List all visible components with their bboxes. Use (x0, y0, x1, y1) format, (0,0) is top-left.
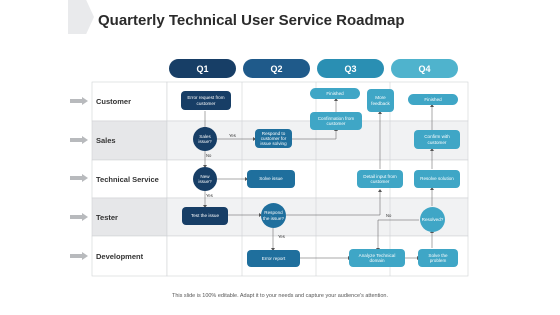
lane-label-tester: Tester (96, 213, 118, 222)
node-solve-problem: Solve the problem (418, 249, 458, 267)
node-resolve-solution: Resolve solution (414, 170, 460, 188)
quarter-q2-header: Q2 (243, 59, 310, 78)
node-respond-issue: Respond the issue? (261, 203, 286, 228)
edge-label-yes-sales: Yes (229, 133, 236, 138)
node-finished-q4: Finished (408, 94, 458, 105)
lane-label-development: Development (96, 252, 144, 261)
node-solve-issue: Solve issue (247, 170, 295, 188)
node-analyze: Analyze Technical domain (349, 249, 405, 267)
node-confirmation: Confirmation from customer (310, 112, 362, 130)
page-title: Quarterly Technical User Service Roadmap (98, 12, 405, 29)
lane-label-sales: Sales (96, 136, 116, 145)
edge-label-no-resolved: No (386, 213, 392, 218)
lane-label-customer: Customer (96, 97, 132, 106)
edge-label-yes-respond: Yes (278, 234, 285, 239)
node-error-report: Error report (247, 250, 300, 267)
edge-label-no-sales: No (206, 153, 212, 158)
node-test-issue: Test the issue (182, 207, 228, 225)
node-detail-input: Detail input from customer (357, 170, 403, 188)
quarter-q4-header: Q4 (391, 59, 458, 78)
node-error-request: Error request from customer (181, 91, 231, 110)
node-new-issue: New issue? (193, 167, 217, 191)
quarter-q3-header: Q3 (317, 59, 384, 78)
quarter-q1-header: Q1 (169, 59, 236, 78)
node-finished-q3: Finished (310, 88, 360, 99)
node-sales-issue: Sales issue? (193, 127, 217, 151)
lane-label-technical-service: Technical Service (96, 175, 159, 184)
node-respond-customer: Respond to customer for issue solving (255, 129, 292, 148)
node-more-feedback: More feedback (367, 89, 394, 112)
footer-note: This slide is 100% editable. Adapt it to your needs and capture your audience's attention. (172, 293, 388, 299)
node-resolved: Resolved? (420, 207, 445, 232)
node-confirm-customer: Confirm with customer (414, 130, 460, 149)
edge-label-yes-new: Yes (206, 193, 213, 198)
